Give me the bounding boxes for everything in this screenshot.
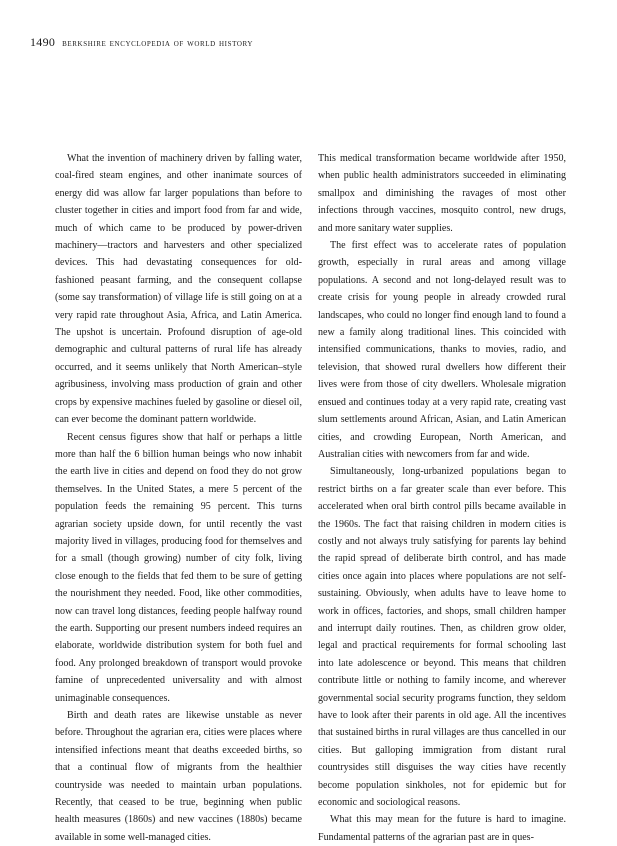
paragraph: What the invention of machinery driven by falling water, coal-fired steam engines, and other inanimate sources of energy did was allow far larger populations than before to cluster together in cities and import food from far and wide, much of which came to be produced by power-driven machinery—tractors and harvesters and other specialized devices. This had devastating consequences for old-fashioned peasant farming, and the consequent collapse (some say transformation) of village life is still going on at a very rapid rate throughout Asia, Africa, and Latin America. The upshot is uncertain. Profound disruption of age-old demographic and cultural patterns of rural life has already occurred, and it seems unlikely that North American–style agribusiness, involving mass production of grain and other crops by expensive machines fueled by gasoline or diesel oil, can ever become the dominant pattern worldwide. bbox=[55, 153, 302, 426]
running-head bbox=[30, 35, 253, 50]
paragraph: What this may mean for the future is hard to imagine. Fundamental patterns of the agrarian past are in ques- bbox=[318, 814, 566, 843]
paragraph: This medical transformation became worldwide after 1950, when public health administrators succeeded in eliminating smallpox and diminishing the ravages of most other infections through vaccines, mosquito control, new drugs, and more sanitary water supplies. bbox=[318, 153, 566, 234]
right-column bbox=[318, 150, 566, 846]
book-title: berkshire encyclopedia of world history bbox=[62, 38, 254, 49]
paragraph: Simultaneously, long-urbanized populations began to restrict births on a far greater scale than ever before. This accelerated when oral birth control pills became available in the 1960s. The fact that raising children in modern cities is costly and not always truly satisfying for parents lay behind the rapid spread of deliberate birth control, and has made cities once again into places where populations are not self-sustaining. Obviously, when adults have to leave home to work in offices, factories, and shops, small children hamper and interrupt daily routines. Then, as children grow older, legal and practical requirements for formal schooling last into late adolescence or beyond. This means that children contribute little or nothing to family income, and wherever governmental social security programs function, they seldom have to look after their parents in old age. All the incentives that sustained births in rural villages are thus cancelled in our cities. But galloping immigration from distant rural countrysides still disguises the way cities have recently become population sinkholes, not for epidemic but for economic and sociological reasons. bbox=[318, 466, 566, 809]
paragraph: Birth and death rates are likewise unstable as never before. Throughout the agrarian era, cities were places where intensified infections meant that deaths exceeded births, so that a continual flow of migrants from the healthier countryside was needed to maintain urban populations. Recently, that ceased to be true, beginning when public health measures (1860s) and new vaccines (1880s) became available in some well-managed cities. bbox=[55, 710, 302, 843]
paragraph: Recent census figures show that half or perhaps a little more than half the 6 billion human beings who now inhabit the earth live in cities and depend on food they do not grow themselves. In the United States, a mere 5 percent of the population feeds the remaining 95 percent. This turns agrarian society upside down, for until recently the vast majority lived in villages, producing food for themselves and for a small (though growing) number of city folk, living close enough to the fields that fed them to be sure of getting the nourishment they needed. Food, like other commodities, now can travel long distances, feeding people halfway round the earth. Supporting our present numbers indeed requires an elaborate, worldwide distribution system for both fuel and food. Any prolonged breakdown of transport would provoke famine of unprecedented universality and with almost unimaginable consequences. bbox=[55, 431, 302, 704]
left-column bbox=[55, 150, 302, 846]
paragraph: The first effect was to accelerate rates of population growth, especially in rural areas and among village populations. A second and not long-delayed result was to create crisis for young people in already crowded rural landscapes, who could no longer find enough land to found a new a family along traditional lines. This coincided with intensified communications, thanks to movies, radio, and television, that showed rural dwellers how different their lives were from those of city dwellers. Wholesale migration ensued and continues today at a very rapid rate, creating vast slum settlements around African, Asian, and Latin American cities, and crowding European, North American, and Australian cities with newcomers from far and wide. bbox=[318, 240, 566, 460]
page-number: 1490 bbox=[30, 35, 56, 49]
